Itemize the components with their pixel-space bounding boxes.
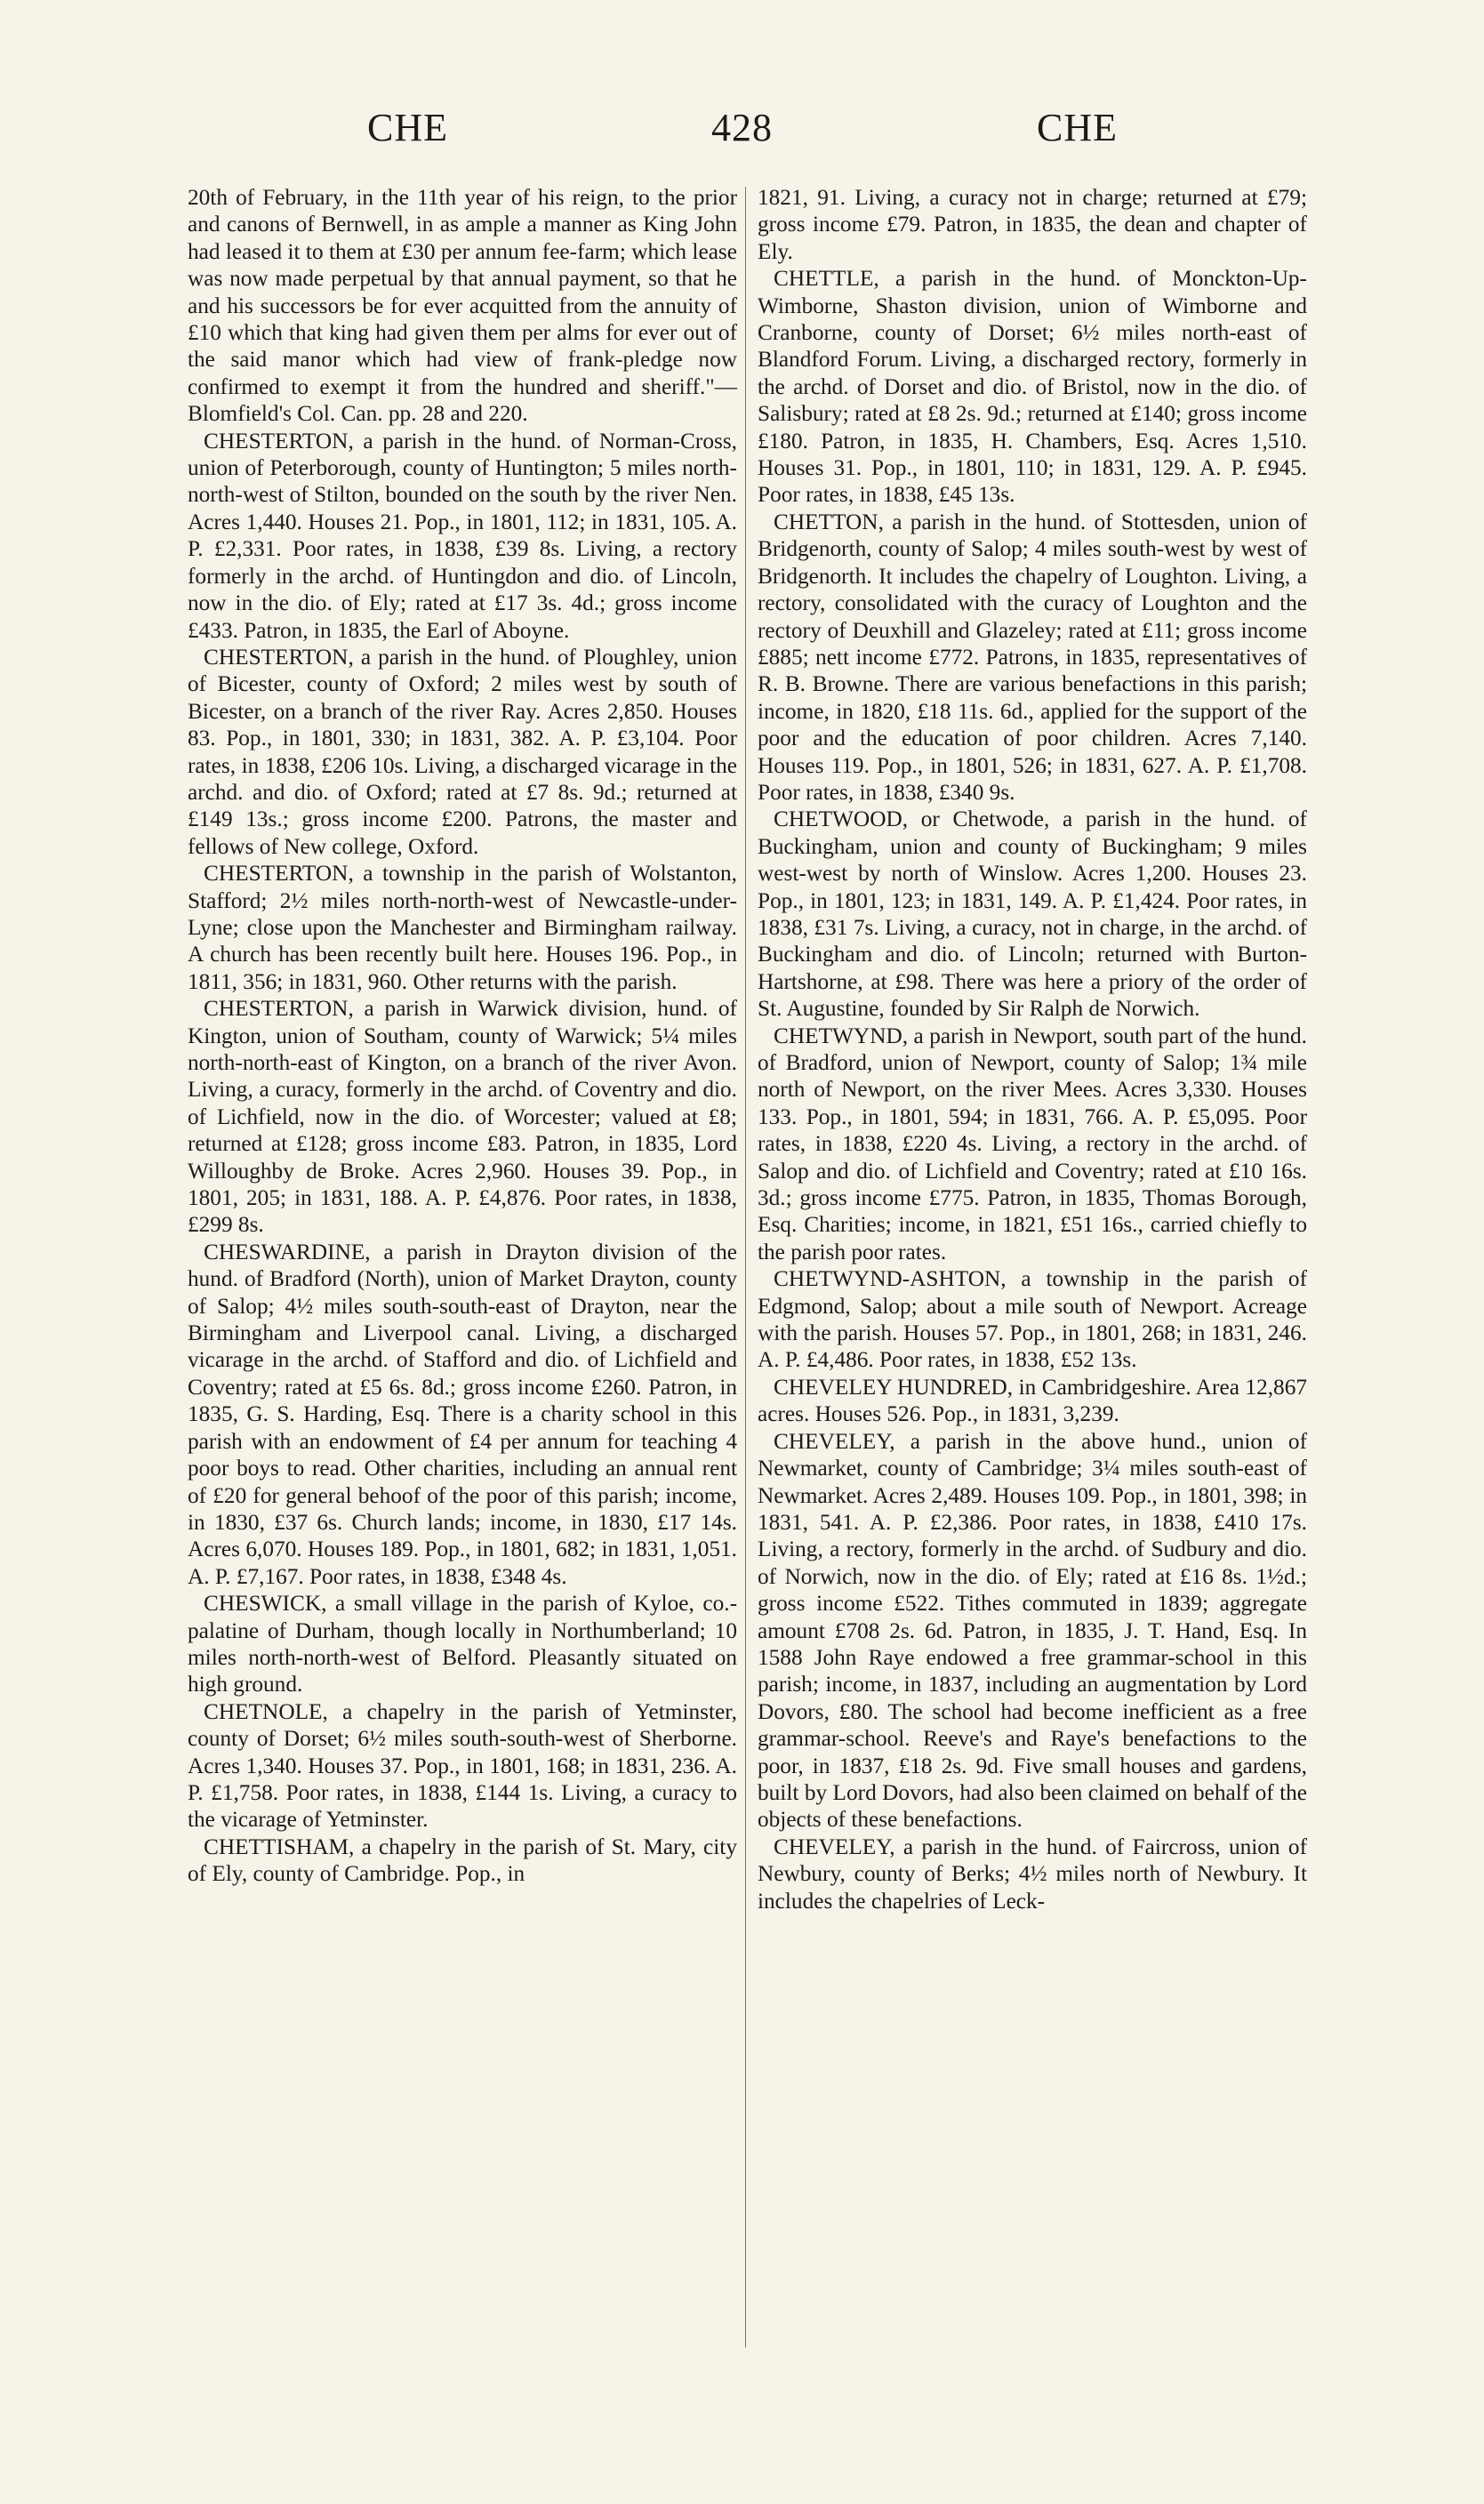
entry-paragraph: CHETTON, a parish in the hund. of Stottesden, union of Bridgenorth, county of Salop; 4 miles south-west by west of Bridgenorth. It includes the chapelry of Loughton. Living, a rectory, consolidated with the curacy of Loughton and the rectory of Deuxhill and Glazeley; rated at £11; gross income £885; nett income £772. Patrons, in 1835, representatives of R. B. Browne. There are various benefactions in this parish; income, in 1820, £18 11s. 6d., applied for the support of the poor and the education of poor children. Acres 7,140. Houses 119. Pop., in 1801, 526; in 1831, 627. A. P. £1,708. Poor rates, in 1838, £340 9s. xyxy=(758,509,1307,805)
entry-paragraph: 1821, 91. Living, a curacy not in charge; returned at £79; gross income £79. Patron, in 1835, the dean and chapter of Ely. xyxy=(758,185,1307,264)
entry-paragraph: CHETWYND, a parish in Newport, south part of the hund. of Bradford, union of Newport, county of Salop; 1¾ mile north of Newport, on the river Mees. Acres 3,330. Houses 133. Pop., in 1801, 594; in 1831, 766. A. P. £5,095. Poor rates, in 1838, £220 4s. Living, a rectory in the archd. of Salop and dio. of Lichfield and Coventry; rated at £10 16s. 3d.; gross income £775. Patron, in 1835, Thomas Borough, Esq. Charities; income, in 1821, £51 16s., carried chiefly to the parish poor rates. xyxy=(758,1023,1307,1264)
entry-paragraph: CHETWYND-ASHTON, a township in the parish of Edgmond, Salop; about a mile south of Newport. Acreage with the parish. Houses 57. Pop., in 1801, 268; in 1831, 246. A. P. £4,486. Poor rates, in 1838, £52 13s. xyxy=(758,1266,1307,1373)
right-guide-word: CHE xyxy=(1037,106,1118,149)
entry-paragraph: CHETTISHAM, a chapelry in the parish of St. Mary, city of Ely, county of Cambridge. Pop., in xyxy=(188,1834,737,1887)
entry-paragraph: CHESTERTON, a parish in the hund. of Norman-Cross, union of Peterborough, county of Huntington; 5 miles north-north-west of Stilton, bounded on the south by the river Nen. Acres 1,440. Houses 21. Pop., in 1801, 112; in 1831, 105. A. P. £2,331. Poor rates, in 1838, £39 8s. Living, a rectory formerly in the archd. of Huntingdon and dio. of Lincoln, now in the dio. of Ely; rated at £17 3s. 4d.; gross income £433. Patron, in 1835, the Earl of Aboyne. xyxy=(188,428,737,643)
entry-paragraph: CHEVELEY, a parish in the hund. of Faircross, union of Newbury, county of Berks; 4½ miles north of Newbury. It includes the chapelries of Leck- xyxy=(758,1834,1307,1914)
entry-paragraph: CHESWICK, a small village in the parish of Kyloe, co.-palatine of Durham, though locally in Northumberland; 10 miles north-north-west of Belford. Pleasantly situated on high ground. xyxy=(188,1591,737,1697)
entry-paragraph: CHETWOOD, or Chetwode, a parish in the hund. of Buckingham, union and county of Buckingham; 9 miles west-west by north of Winslow. Acres 1,200. Houses 23. Pop., in 1801, 123; in 1831, 149. A. P. £1,424. Poor rates, in 1838, £31 7s. Living, a curacy, not in charge, in the archd. of Buckingham and dio. of Lincoln; returned with Burton-Hartshorne, at £98. There was here a priory of the order of St. Augustine, founded by Sir Ralph de Norwich. xyxy=(758,807,1307,1022)
entry-paragraph: CHETNOLE, a chapelry in the parish of Yetminster, county of Dorset; 6½ miles south-south-west of Sherborne. Acres 1,340. Houses 37. Pop., in 1801, 168; in 1831, 236. A. P. £1,758. Poor rates, in 1838, £144 1s. Living, a curacy to the vicarage of Yetminster. xyxy=(188,1698,737,1833)
entry-paragraph: CHEVELEY, a parish in the above hund., union of Newmarket, county of Cambridge; 3¼ miles south-east of Newmarket. Acres 2,489. Houses 109. Pop., in 1801, 398; in 1831, 541. A. P. £2,386. Poor rates, in 1838, £410 17s. Living, a rectory, formerly in the archd. of Sudbury and dio. of Norwich, now in the dio. of Ely; rated at £16 8s. 1½d.; gross income £522. Tithes commuted in 1839; aggregate amount £708 2s. 6d. Patron, in 1835, J. T. Hand, Esq. In 1588 John Raye endowed a free grammar-school in this parish; income, in 1837, including an augmentation by Lord Dovors, £80. The school had become inefficient as a free grammar-school. Reeve's and Raye's benefactions to the poor, in 1837, £18 2s. 9d. Five small houses and gardens, built by Lord Dovors, had also been claimed on behalf of the objects of these benefactions. xyxy=(758,1428,1307,1833)
entry-paragraph: CHESTERTON, a parish in the hund. of Ploughley, union of Bicester, county of Oxford; 2 miles west by south of Bicester, on a branch of the river Ray. Acres 2,850. Houses 83. Pop., in 1801, 330; in 1831, 382. A. P. £3,104. Poor rates, in 1838, £206 10s. Living, a discharged vicarage in the archd. and dio. of Oxford; rated at £7 8s. 9d.; returned at £149 13s.; gross income £200. Patrons, the master and fellows of New college, Oxford. xyxy=(188,644,737,859)
page-number: 428 xyxy=(711,106,773,149)
entry-paragraph: CHESTERTON, a township in the parish of Wolstanton, Stafford; 2½ miles north-north-west of Newcastle-under-Lyne; close upon the Manchester and Birmingham railway. A church has been recently built here. Houses 196. Pop., in 1811, 356; in 1831, 960. Other returns with the parish. xyxy=(188,861,737,994)
entry-paragraph: CHEVELEY HUNDRED, in Cambridgeshire. Area 12,867 acres. Houses 526. Pop., in 1831, 3,239. xyxy=(758,1374,1307,1427)
right-column xyxy=(758,184,1307,1914)
entry-paragraph: CHESWARDINE, a parish in Drayton division of the hund. of Bradford (North), union of Market Drayton, county of Salop; 4½ miles south-south-east of Drayton, near the Birmingham and Liverpool canal. Living, a discharged vicarage in the archd. of Stafford and dio. of Lichfield and Coventry; rated at £5 6s. 8d.; gross income £260. Patron, in 1835, G. S. Harding, Esq. There is a charity school in this parish with an endowment of £4 per annum for teaching 4 poor boys to read. Other charities, including an annual rent of £20 for general behoof of the poor of this parish; income, in 1830, £37 6s. Church lands; income, in 1830, £17 14s. Acres 6,070. Houses 189. Pop., in 1801, 682; in 1831, 1,051. A. P. £7,167. Poor rates, in 1838, £348 4s. xyxy=(188,1239,737,1589)
running-header xyxy=(0,105,1484,158)
column-divider xyxy=(745,187,746,2348)
entry-paragraph: CHETTLE, a parish in the hund. of Monckton-Up-Wimborne, Shaston division, union of Wimborne and Cranborne, county of Dorset; 6½ miles north-east of Blandford Forum. Living, a discharged rectory, formerly in the archd. of Dorset and dio. of Bristol, now in the dio. of Salisbury; rated at £8 2s. 9d.; returned at £140; gross income £180. Patron, in 1835, H. Chambers, Esq. Acres 1,510. Houses 31. Pop., in 1801, 110; in 1831, 129. A. P. £945. Poor rates, in 1838, £45 13s. xyxy=(758,266,1307,508)
entry-paragraph: CHESTERTON, a parish in Warwick division, hund. of Kington, union of Southam, county of Warwick; 5¼ miles north-north-east of Kington, on a branch of the river Avon. Living, a curacy, formerly in the archd. of Coventry and dio. of Lichfield, now in the dio. of Worcester; valued at £8; returned at £128; gross income £83. Patron, in 1835, Lord Willoughby de Broke. Acres 2,960. Houses 39. Pop., in 1801, 205; in 1831, 188. A. P. £4,876. Poor rates, in 1838, £299 8s. xyxy=(188,996,737,1238)
entry-paragraph: 20th of February, in the 11th year of his reign, to the prior and canons of Bernwell, in as ample a manner as King John had leased it to them at £30 per annum fee-farm; which lease was now made perpetual by that annual payment, so that he and his successors be for ever acquitted from the annuity of £10 which that king had given them per alms for ever out of the said manor which had view of frank-pledge now confirmed to exempt it from the hundred and sheriff."—Blomfield's Col. Can. pp. 28 and 220. xyxy=(188,185,737,427)
left-column xyxy=(188,184,737,1888)
left-guide-word: CHE xyxy=(367,106,448,149)
